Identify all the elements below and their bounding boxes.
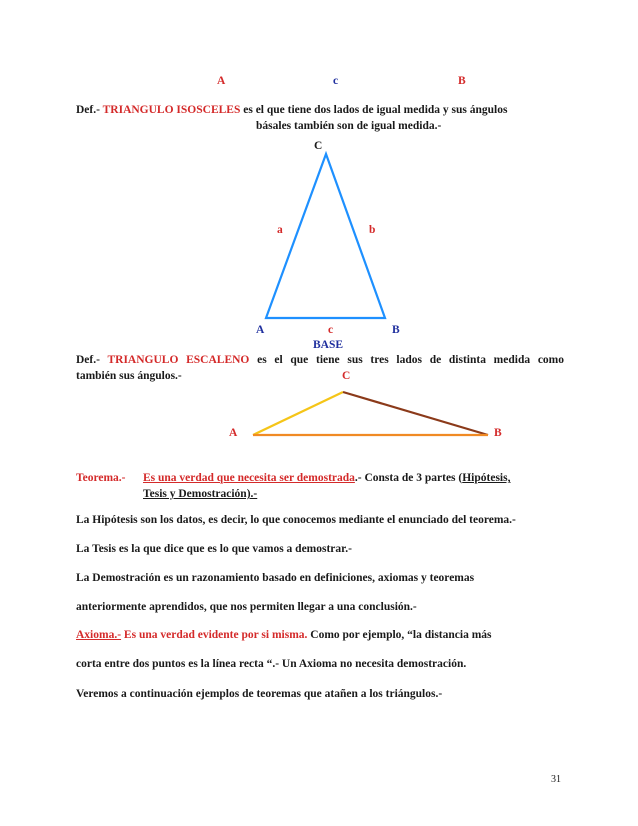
isosceles-term: TRIANGULO ISOSCELES [102,104,241,116]
top-label-c: c [333,75,339,87]
scalene-vertex-b: B [494,427,502,439]
scalene-side-ac [253,392,343,435]
page-number: 31 [551,774,561,785]
teorema-parts-1: Hipótesis, [462,472,511,484]
def-prefix: Def.- [76,354,100,366]
top-label-b: B [458,75,466,87]
demostracion-paragraph-2: anteriormente aprendidos, que nos permiten llegar a una conclusión.- [76,601,417,613]
scalene-text-1: es el que tiene sus tres lados de distinta medida como [257,354,565,366]
iso-side-c: c [328,324,334,336]
teorema-label: Teorema.- [76,472,126,484]
teorema-definition-line1 [143,472,510,484]
demostracion-paragraph-1: La Demostración es un razonamiento basado en definiciones, axiomas y teoremas [76,572,475,584]
scalene-definition-line1 [76,354,564,366]
isosceles-text-2: básales también son de igual medida.- [256,120,442,132]
iso-vertex-a: A [256,324,265,336]
closing-paragraph: Veremos a continuación ejemplos de teoremas que atañen a los triángulos.- [76,688,443,700]
axioma-definition: Es una verdad evidente por si misma. [121,629,308,641]
hipotesis-paragraph: La Hipótesis son los datos, es decir, lo que conocemos mediante el enunciado del teorema.- [76,514,516,526]
teorema-definition: Es una verdad que necesita ser demostrada [143,472,355,484]
axioma-label: Axioma.- [76,629,122,641]
scalene-term: TRIANGULO ESCALENO [107,354,250,366]
tesis-paragraph: La Tesis es la que dice que es lo que vamos a demostrar.- [76,543,352,555]
iso-base-label: BASE [313,339,344,351]
def-prefix: Def.- [76,104,100,116]
iso-side-a: a [277,224,283,236]
iso-vertex-b: B [392,324,400,336]
axioma-line1 [76,629,492,641]
scalene-side-cb [343,392,488,435]
teorema-parts-2: Tesis y Demostración).- [143,488,258,500]
scalene-vertex-a: A [229,427,238,439]
isosceles-text-1: es el que tiene dos lados de igual medida y sus ángulos [243,104,508,116]
iso-side-b: b [369,224,376,236]
scalene-vertex-c: C [342,370,351,382]
axioma-text-1: Como por ejemplo, “la distancia más [307,629,492,641]
top-label-a: A [217,75,226,87]
axioma-text-2: corta entre dos puntos es la línea recta “.- Un Axioma no necesita demostración. [76,658,467,670]
scalene-text-2: también sus ángulos.- [76,370,182,382]
isosceles-triangle [266,154,385,318]
iso-vertex-c: C [314,140,323,152]
teorema-def-rest: .- Consta de 3 partes ( [354,472,463,484]
